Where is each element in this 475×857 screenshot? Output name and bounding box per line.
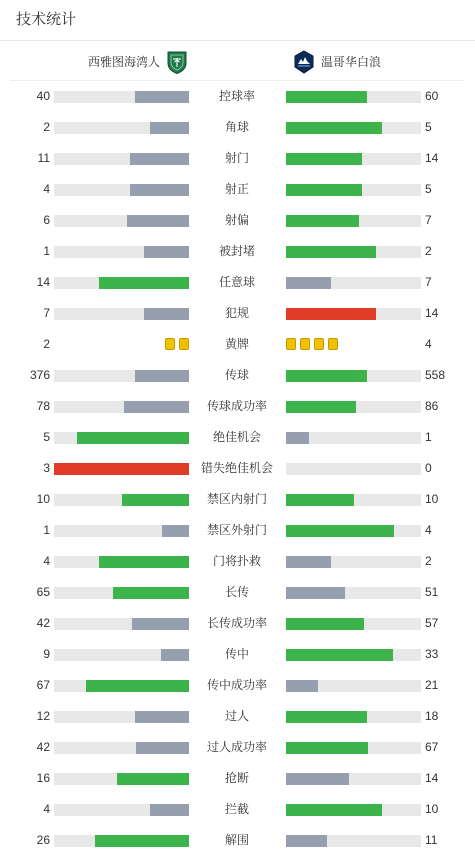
home-bar-track bbox=[54, 401, 189, 413]
away-bar-track bbox=[286, 711, 421, 723]
away-bar-track bbox=[286, 649, 421, 661]
stat-label: 射门 bbox=[224, 151, 249, 165]
stat-row bbox=[0, 670, 475, 701]
away-bar-track bbox=[286, 525, 421, 537]
away-bar-track bbox=[286, 184, 421, 196]
home-value: 4 bbox=[43, 182, 50, 196]
stat-label: 绝佳机会 bbox=[212, 430, 261, 444]
stat-row bbox=[0, 422, 475, 453]
away-value: 4 bbox=[425, 337, 432, 351]
away-bar-track bbox=[286, 432, 421, 444]
home-bar-track bbox=[54, 122, 189, 134]
away-value: 4 bbox=[425, 523, 432, 537]
away-bar bbox=[286, 91, 367, 103]
home-value: 14 bbox=[36, 275, 50, 289]
home-bar-track bbox=[54, 153, 189, 165]
home-value: 78 bbox=[36, 399, 50, 413]
stat-label: 传中 bbox=[224, 647, 249, 661]
away-bar bbox=[286, 587, 345, 599]
stat-row bbox=[0, 267, 475, 298]
stat-label: 射正 bbox=[224, 182, 249, 196]
stat-label: 禁区外射门 bbox=[206, 523, 267, 537]
away-bar bbox=[286, 618, 364, 630]
away-value: 14 bbox=[425, 306, 439, 320]
stat-row bbox=[0, 236, 475, 267]
stat-row bbox=[0, 360, 475, 391]
stat-label: 过人成功率 bbox=[206, 740, 267, 754]
home-value: 376 bbox=[29, 368, 50, 382]
away-bar bbox=[286, 711, 367, 723]
away-bar-track bbox=[286, 463, 421, 475]
stat-row bbox=[0, 825, 475, 856]
home-bar bbox=[130, 153, 189, 165]
home-bar bbox=[136, 742, 189, 754]
away-bar-track bbox=[286, 773, 421, 785]
stat-row bbox=[0, 298, 475, 329]
stat-row bbox=[0, 639, 475, 670]
away-bar bbox=[286, 122, 382, 134]
away-bar bbox=[286, 494, 354, 506]
stat-row bbox=[0, 453, 475, 484]
home-bar-track bbox=[54, 556, 189, 568]
home-value: 4 bbox=[43, 802, 50, 816]
stat-row bbox=[0, 701, 475, 732]
away-value: 5 bbox=[425, 182, 432, 196]
yellow-card-icon bbox=[314, 338, 324, 350]
home-value: 5 bbox=[43, 430, 50, 444]
away-bar-track bbox=[286, 215, 421, 227]
home-bar bbox=[132, 618, 189, 630]
stat-row bbox=[0, 608, 475, 639]
home-bar bbox=[144, 308, 189, 320]
stat-row bbox=[0, 484, 475, 515]
away-value: 14 bbox=[425, 771, 439, 785]
stat-row bbox=[0, 112, 475, 143]
home-value: 42 bbox=[36, 616, 50, 630]
away-team[interactable] bbox=[293, 48, 381, 76]
stat-row bbox=[0, 794, 475, 825]
stat-row bbox=[0, 732, 475, 763]
stat-label: 黄牌 bbox=[224, 337, 249, 351]
away-bar bbox=[286, 308, 376, 320]
away-value: 57 bbox=[425, 616, 439, 630]
away-bar bbox=[286, 153, 362, 165]
stat-label: 传球成功率 bbox=[206, 399, 267, 413]
stats-list bbox=[0, 81, 475, 856]
away-bar-track bbox=[286, 587, 421, 599]
home-yellow-cards bbox=[165, 338, 189, 351]
away-value: 10 bbox=[425, 492, 439, 506]
away-yellow-cards bbox=[286, 338, 338, 351]
stat-row bbox=[0, 329, 475, 360]
home-value: 10 bbox=[36, 492, 50, 506]
away-value: 0 bbox=[425, 461, 432, 475]
home-value: 12 bbox=[36, 709, 50, 723]
away-bar-track bbox=[286, 91, 421, 103]
stat-label: 门将扑救 bbox=[212, 554, 261, 568]
vancouver-whitecaps-crest-icon bbox=[293, 50, 315, 74]
home-bar-track bbox=[54, 742, 189, 754]
home-bar bbox=[124, 401, 189, 413]
away-value: 1 bbox=[425, 430, 432, 444]
title-divider bbox=[0, 40, 475, 41]
away-bar-track bbox=[286, 153, 421, 165]
home-bar bbox=[144, 246, 189, 258]
stat-row bbox=[0, 515, 475, 546]
seattle-club-crest-icon bbox=[166, 50, 188, 74]
home-bar bbox=[135, 711, 189, 723]
home-bar bbox=[99, 556, 189, 568]
stat-row bbox=[0, 391, 475, 422]
stat-row bbox=[0, 546, 475, 577]
away-value: 558 bbox=[425, 368, 446, 382]
stat-label: 禁区内射门 bbox=[206, 492, 267, 506]
home-value: 67 bbox=[36, 678, 50, 692]
away-bar bbox=[286, 277, 331, 289]
home-value: 1 bbox=[43, 244, 50, 258]
home-bar bbox=[130, 184, 189, 196]
away-bar bbox=[286, 649, 393, 661]
home-value: 16 bbox=[36, 771, 50, 785]
home-bar bbox=[127, 215, 189, 227]
home-bar bbox=[95, 835, 190, 847]
away-value: 33 bbox=[425, 647, 439, 661]
home-bar-track bbox=[54, 587, 189, 599]
away-bar-track bbox=[286, 742, 421, 754]
home-bar bbox=[86, 680, 189, 692]
away-value: 86 bbox=[425, 399, 439, 413]
stat-row bbox=[0, 205, 475, 236]
away-value: 7 bbox=[425, 275, 432, 289]
away-bar bbox=[286, 432, 309, 444]
yellow-card-icon bbox=[286, 338, 296, 350]
stat-row bbox=[0, 143, 475, 174]
away-bar bbox=[286, 556, 331, 568]
stat-row bbox=[0, 81, 475, 112]
home-bar-track bbox=[54, 773, 189, 785]
stat-label: 长传 bbox=[224, 585, 249, 599]
yellow-card-icon bbox=[165, 338, 175, 350]
away-value: 21 bbox=[425, 678, 439, 692]
away-bar-track bbox=[286, 122, 421, 134]
away-bar bbox=[286, 525, 394, 537]
home-value: 2 bbox=[43, 337, 50, 351]
away-bar-track bbox=[286, 246, 421, 258]
away-value: 5 bbox=[425, 120, 432, 134]
stat-label: 被封堵 bbox=[218, 244, 255, 258]
away-bar-track bbox=[286, 401, 421, 413]
away-bar bbox=[286, 804, 382, 816]
away-bar-track bbox=[286, 277, 421, 289]
away-value: 60 bbox=[425, 89, 439, 103]
home-bar-track bbox=[54, 711, 189, 723]
stat-row bbox=[0, 577, 475, 608]
stat-label: 角球 bbox=[224, 120, 249, 134]
away-bar-track bbox=[286, 804, 421, 816]
home-bar bbox=[150, 804, 189, 816]
away-bar bbox=[286, 835, 327, 847]
home-bar-track bbox=[54, 370, 189, 382]
home-bar-track bbox=[54, 91, 189, 103]
home-bar bbox=[135, 370, 189, 382]
home-bar-track bbox=[54, 835, 189, 847]
yellow-card-icon bbox=[300, 338, 310, 350]
home-bar bbox=[117, 773, 189, 785]
stat-label: 射偏 bbox=[224, 213, 249, 227]
teams-header bbox=[0, 48, 475, 80]
home-bar-track bbox=[54, 277, 189, 289]
home-team-name: 西雅图海湾人 bbox=[87, 55, 160, 69]
away-bar bbox=[286, 370, 367, 382]
away-bar bbox=[286, 184, 362, 196]
home-bar-track bbox=[54, 525, 189, 537]
home-bar bbox=[77, 432, 189, 444]
home-value: 42 bbox=[36, 740, 50, 754]
yellow-card-icon bbox=[179, 338, 189, 350]
away-bar bbox=[286, 401, 356, 413]
home-bar bbox=[162, 525, 189, 537]
home-bar-track bbox=[54, 184, 189, 196]
stat-label: 解围 bbox=[224, 833, 249, 847]
away-value: 51 bbox=[425, 585, 439, 599]
home-value: 26 bbox=[36, 833, 50, 847]
home-bar-track bbox=[54, 215, 189, 227]
away-value: 2 bbox=[425, 244, 432, 258]
stat-row bbox=[0, 763, 475, 794]
home-bar bbox=[54, 463, 189, 475]
home-bar-track bbox=[54, 804, 189, 816]
home-bar bbox=[122, 494, 190, 506]
away-value: 10 bbox=[425, 802, 439, 816]
away-bar-track bbox=[286, 835, 421, 847]
home-bar-track bbox=[54, 649, 189, 661]
home-value: 40 bbox=[36, 89, 50, 103]
away-value: 18 bbox=[425, 709, 439, 723]
home-value: 6 bbox=[43, 213, 50, 227]
yellow-card-icon bbox=[328, 338, 338, 350]
away-bar bbox=[286, 246, 376, 258]
away-bar bbox=[286, 680, 318, 692]
stat-label: 过人 bbox=[224, 709, 249, 723]
stat-label: 拦截 bbox=[224, 802, 249, 816]
away-bar-track bbox=[286, 494, 421, 506]
stat-row bbox=[0, 174, 475, 205]
home-bar-track bbox=[54, 432, 189, 444]
away-bar bbox=[286, 215, 359, 227]
home-bar-track bbox=[54, 618, 189, 630]
away-value: 11 bbox=[425, 833, 438, 847]
home-bar-track bbox=[54, 308, 189, 320]
home-bar bbox=[99, 277, 189, 289]
home-value: 4 bbox=[43, 554, 50, 568]
away-bar-track bbox=[286, 680, 421, 692]
home-value: 1 bbox=[43, 523, 50, 537]
home-value: 2 bbox=[43, 120, 50, 134]
stat-label: 传球 bbox=[224, 368, 249, 382]
stat-label: 犯规 bbox=[224, 306, 249, 320]
stat-label: 抢断 bbox=[224, 771, 249, 785]
stat-label: 错失绝佳机会 bbox=[200, 461, 273, 475]
home-team[interactable] bbox=[88, 48, 188, 76]
home-bar-track bbox=[54, 463, 189, 475]
home-value: 65 bbox=[36, 585, 50, 599]
home-bar-track bbox=[54, 494, 189, 506]
stat-label: 控球率 bbox=[218, 89, 255, 103]
away-value: 14 bbox=[425, 151, 439, 165]
stat-label: 任意球 bbox=[218, 275, 255, 289]
page-title: 技术统计 bbox=[16, 11, 77, 28]
home-bar bbox=[113, 587, 189, 599]
away-bar-track bbox=[286, 556, 421, 568]
home-bar bbox=[135, 91, 189, 103]
away-bar-track bbox=[286, 370, 421, 382]
away-team-name: 温哥华白浪 bbox=[321, 55, 382, 69]
away-value: 7 bbox=[425, 213, 432, 227]
home-value: 7 bbox=[43, 306, 50, 320]
home-bar-track bbox=[54, 680, 189, 692]
away-bar-track bbox=[286, 618, 421, 630]
away-bar-track bbox=[286, 308, 421, 320]
home-bar bbox=[161, 649, 189, 661]
home-value: 9 bbox=[43, 647, 50, 661]
away-value: 2 bbox=[425, 554, 432, 568]
home-value: 11 bbox=[37, 151, 50, 165]
stat-label: 传中成功率 bbox=[206, 678, 267, 692]
away-bar bbox=[286, 742, 368, 754]
stat-label: 长传成功率 bbox=[206, 616, 267, 630]
home-value: 3 bbox=[43, 461, 50, 475]
away-value: 67 bbox=[425, 740, 439, 754]
home-bar bbox=[150, 122, 189, 134]
away-bar bbox=[286, 773, 349, 785]
home-bar-track bbox=[54, 246, 189, 258]
